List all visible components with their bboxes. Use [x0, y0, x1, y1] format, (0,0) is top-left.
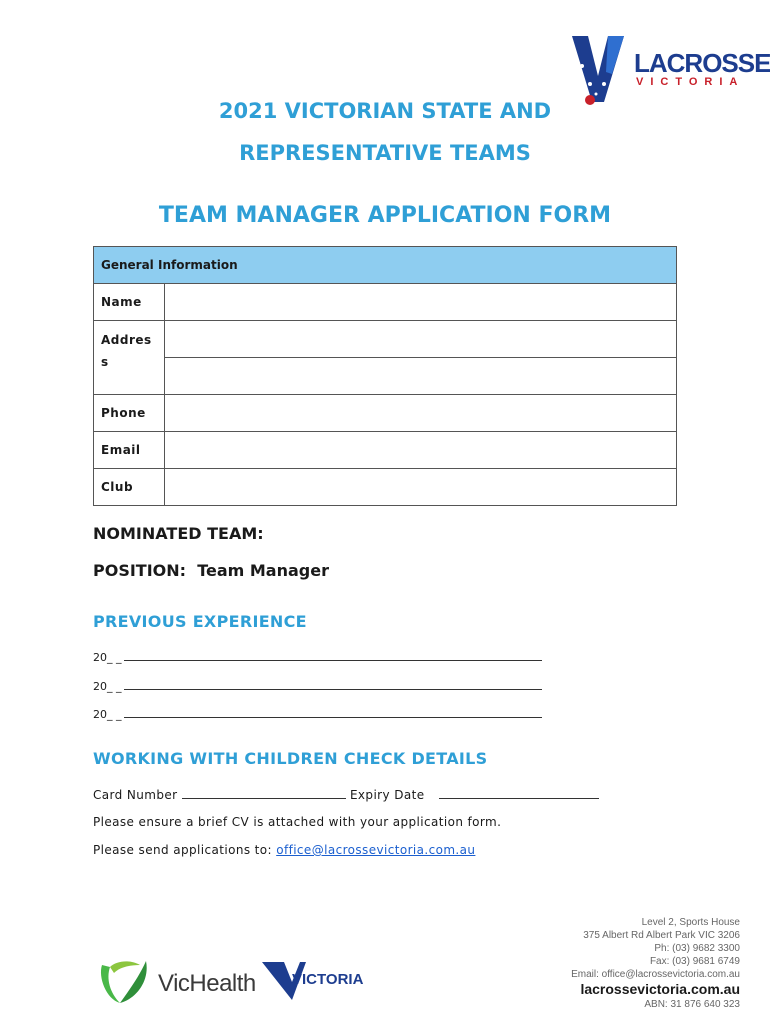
phone-field[interactable]	[165, 395, 677, 432]
expiry-date-field[interactable]	[439, 787, 599, 799]
footer-address-line-2: 375 Albert Rd Albert Park VIC 3206	[583, 930, 740, 941]
table-row-phone	[94, 395, 677, 432]
table-row-address-2	[94, 358, 677, 395]
send-prefix: Please send applications to:	[93, 843, 272, 857]
victoria-government-logo	[262, 958, 364, 1004]
table-row-name	[94, 284, 677, 321]
general-information-table	[93, 246, 677, 506]
name-field[interactable]	[165, 284, 677, 321]
card-number-field[interactable]	[182, 787, 346, 799]
address-field-line-2[interactable]	[165, 358, 677, 395]
position-label: POSITION:	[93, 561, 187, 580]
table-row-email	[94, 432, 677, 469]
email-field[interactable]	[165, 432, 677, 469]
table-row-club	[94, 469, 677, 506]
table-header: General Information	[94, 247, 677, 284]
footer-website: lacrossevictoria.com.au	[580, 981, 740, 997]
office-email-link[interactable]: office@lacrossevictoria.com.au	[276, 843, 476, 857]
expiry-date-label: Expiry Date	[349, 788, 425, 802]
address-field-line-1[interactable]	[165, 321, 677, 358]
table-row-address	[94, 321, 677, 358]
experience-line-2[interactable]: 20_ _	[93, 680, 542, 693]
cv-note: Please ensure a brief CV is attached with your application form.	[93, 815, 502, 829]
footer-abn: ABN: 31 876 640 323	[644, 999, 740, 1010]
send-applications-row	[93, 843, 475, 857]
vichealth-logo-icon	[96, 955, 156, 1007]
footer-phone: Ph: (03) 9682 3300	[654, 943, 740, 954]
footer-email: Email: office@lacrossevictoria.com.au	[571, 969, 740, 980]
club-label: Club	[94, 469, 165, 506]
nominated-team-label: NOMINATED TEAM:	[93, 524, 264, 543]
email-label: Email	[94, 432, 165, 469]
experience-line-1[interactable]: 20_ _	[93, 651, 542, 664]
wwc-heading: WORKING WITH CHILDREN CHECK DETAILS	[93, 749, 488, 768]
title-line-2: REPRESENTATIVE TEAMS	[239, 141, 531, 165]
form-title: TEAM MANAGER APPLICATION FORM	[158, 203, 612, 228]
svg-text:VICTORIA: VICTORIA	[292, 971, 364, 988]
phone-label: Phone	[94, 395, 165, 432]
name-label: Name	[94, 284, 165, 321]
title-line-1: 2021 VICTORIAN STATE AND	[218, 99, 552, 123]
position-value: Team Manager	[197, 561, 329, 580]
position-row	[93, 561, 329, 580]
lacrosse-victoria-logo-mark	[568, 32, 630, 108]
logo-wordmark: LACROSSE	[634, 48, 770, 78]
club-field[interactable]	[165, 469, 677, 506]
experience-line-3[interactable]: 20_ _	[93, 708, 542, 721]
footer-fax: Fax: (03) 9681 6749	[649, 956, 740, 967]
footer-address-line-1: Level 2, Sports House	[641, 917, 740, 928]
address-label: Addres s	[94, 321, 165, 395]
vichealth-wordmark: VicHealth	[158, 970, 256, 997]
wwc-details-row	[93, 787, 599, 802]
previous-experience-heading: PREVIOUS EXPERIENCE	[93, 612, 307, 631]
logo-subtitle: VICTORIA	[636, 76, 745, 88]
card-number-label: Card Number	[93, 788, 178, 802]
